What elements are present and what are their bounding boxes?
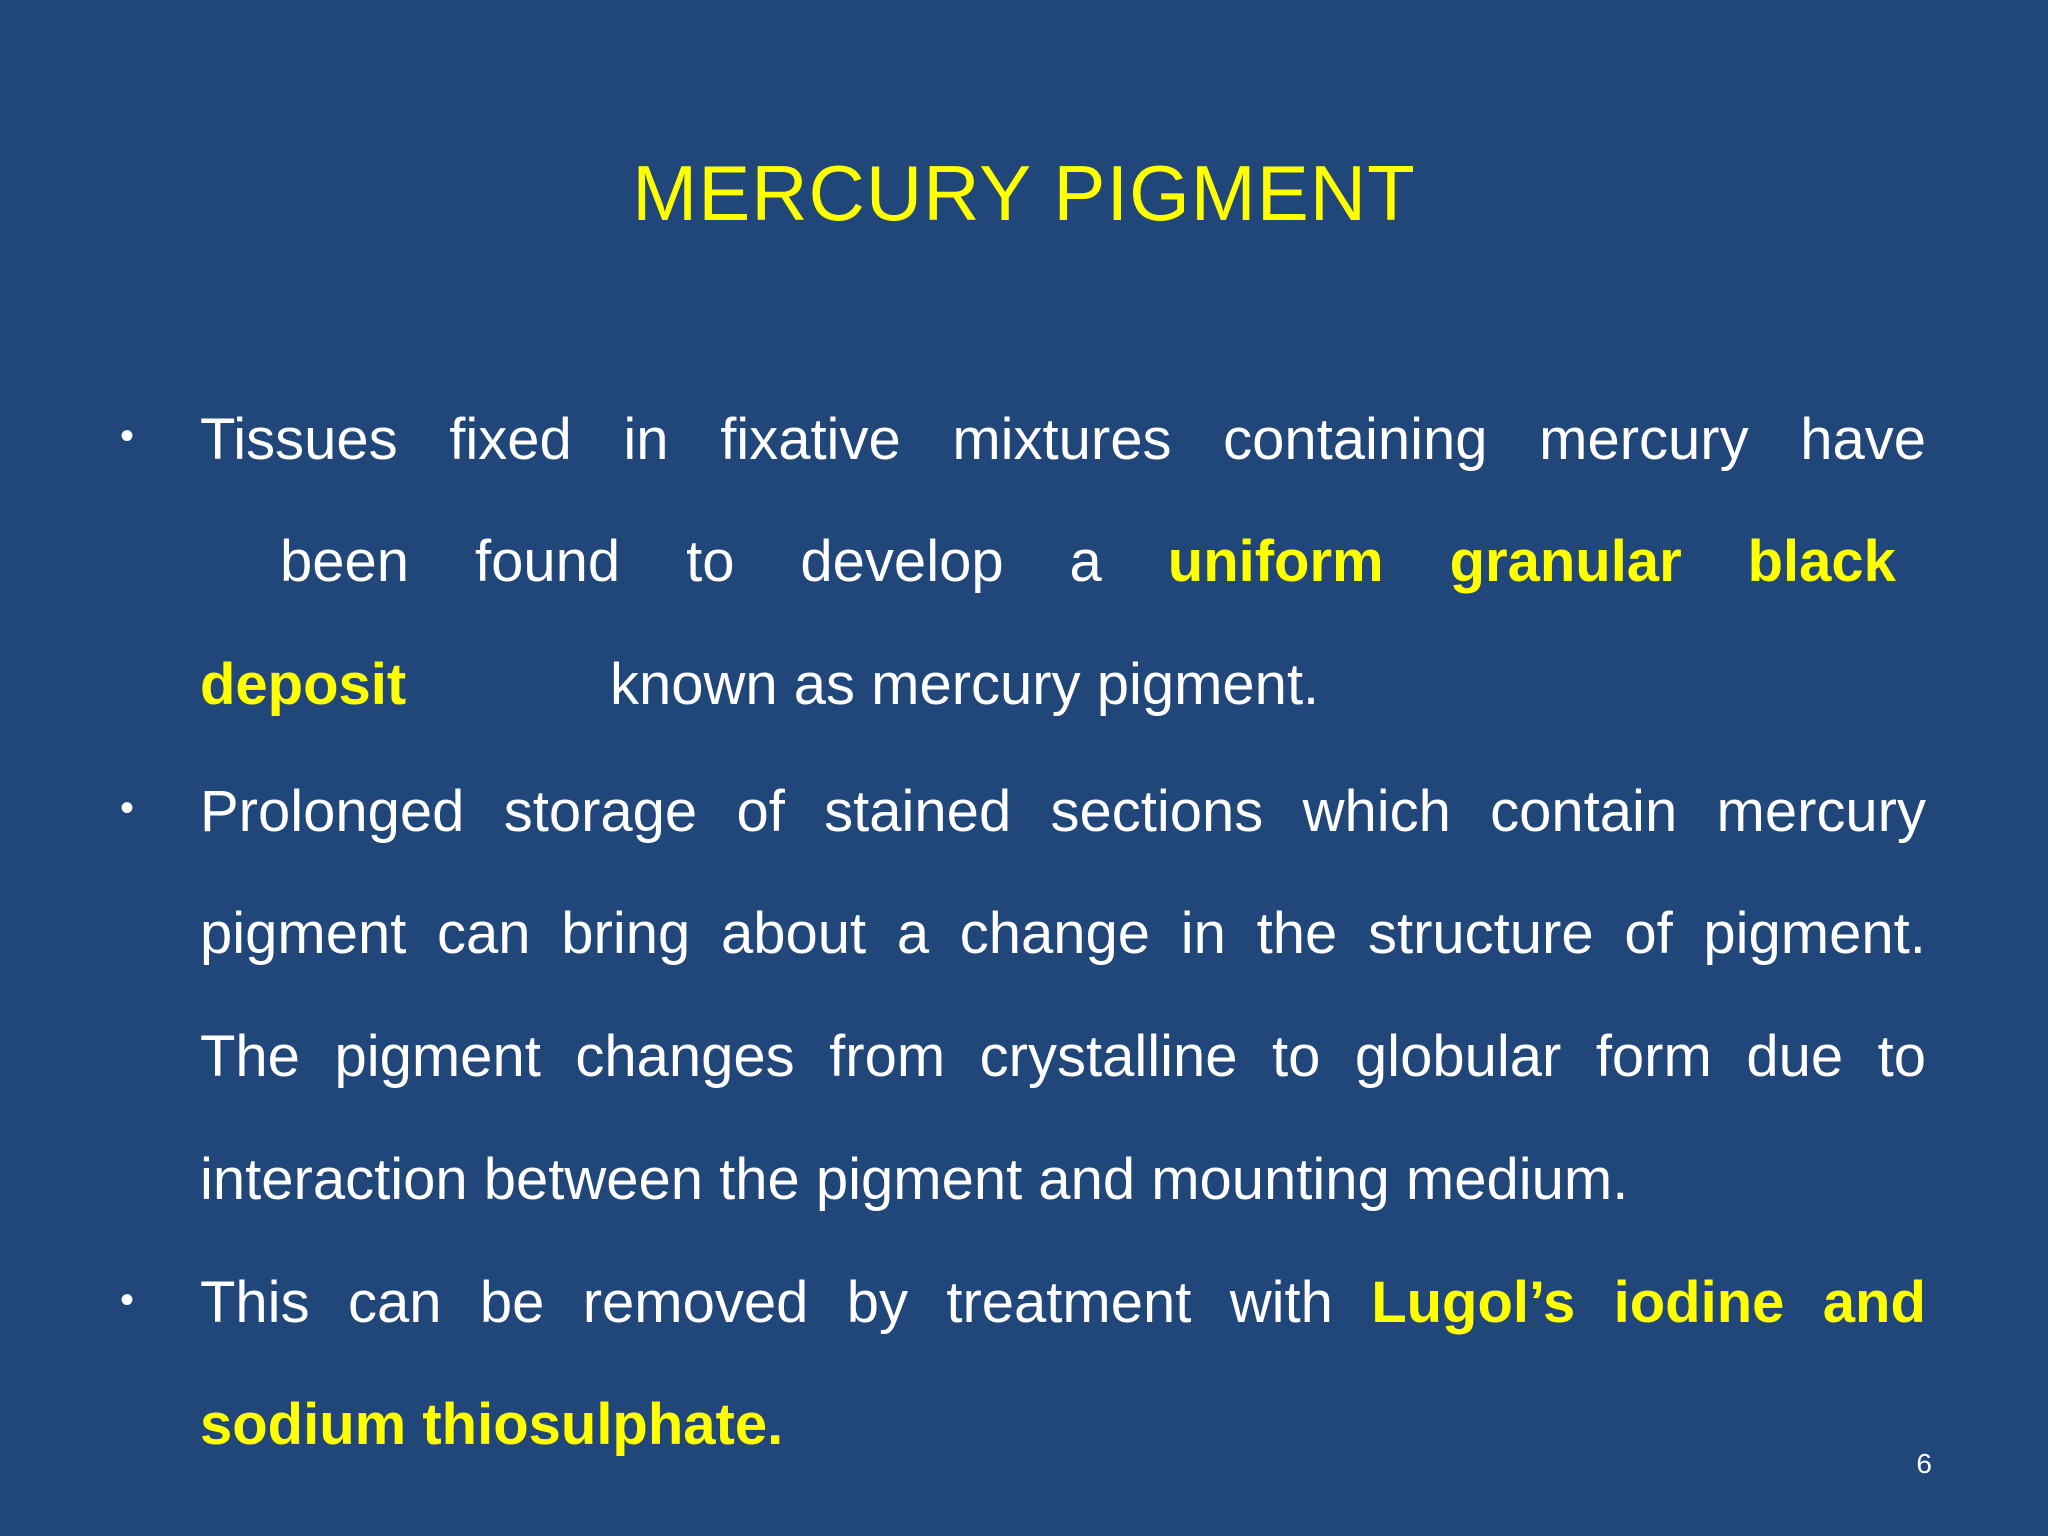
bullet-2-line-3: The pigment changes from crystalline to globular form due to <box>200 1024 1926 1089</box>
bullet-1-line-3-rest: known as mercury pigment. <box>610 652 1320 717</box>
highlight-text: sodium thiosulphate. <box>200 1392 784 1457</box>
bullet-3-line-2 <box>200 1390 783 1460</box>
page-number: 6 <box>1916 1448 1932 1479</box>
highlight-text: iodine <box>1613 1270 1785 1335</box>
highlight-text: uniform <box>1167 529 1384 594</box>
bullet-marker: • <box>120 414 135 458</box>
highlight-text: Lugol’s <box>1371 1270 1576 1335</box>
bullet-1-line-3 <box>200 650 406 720</box>
bullet-1-line-2: been found to develop a uniform granular black <box>280 527 1896 597</box>
bullet-2-line-2: pigment can bring about a change in the structure of pigment. <box>200 901 1926 966</box>
bullet-2-line-1: Prolonged storage of stained sections which contain mercury <box>200 779 1926 844</box>
bullet-marker: • <box>120 1278 135 1322</box>
bullet-2-line-4: interaction between the pigment and mounting medium. <box>200 1147 1629 1212</box>
bullet-3-line-1: This can be removed by treatment with Lugol’s iodine and <box>200 1268 1926 1338</box>
highlight-text: deposit <box>200 652 407 717</box>
slide-title: MERCURY PIGMENT <box>632 149 1416 237</box>
highlight-text: granular <box>1449 529 1682 594</box>
bullet-marker: • <box>120 786 135 830</box>
highlight-text: black <box>1747 529 1896 594</box>
highlight-text: and <box>1822 1270 1926 1335</box>
bullet-1-line-1: Tissues fixed in fixative mixtures containing mercury have <box>200 407 1926 472</box>
